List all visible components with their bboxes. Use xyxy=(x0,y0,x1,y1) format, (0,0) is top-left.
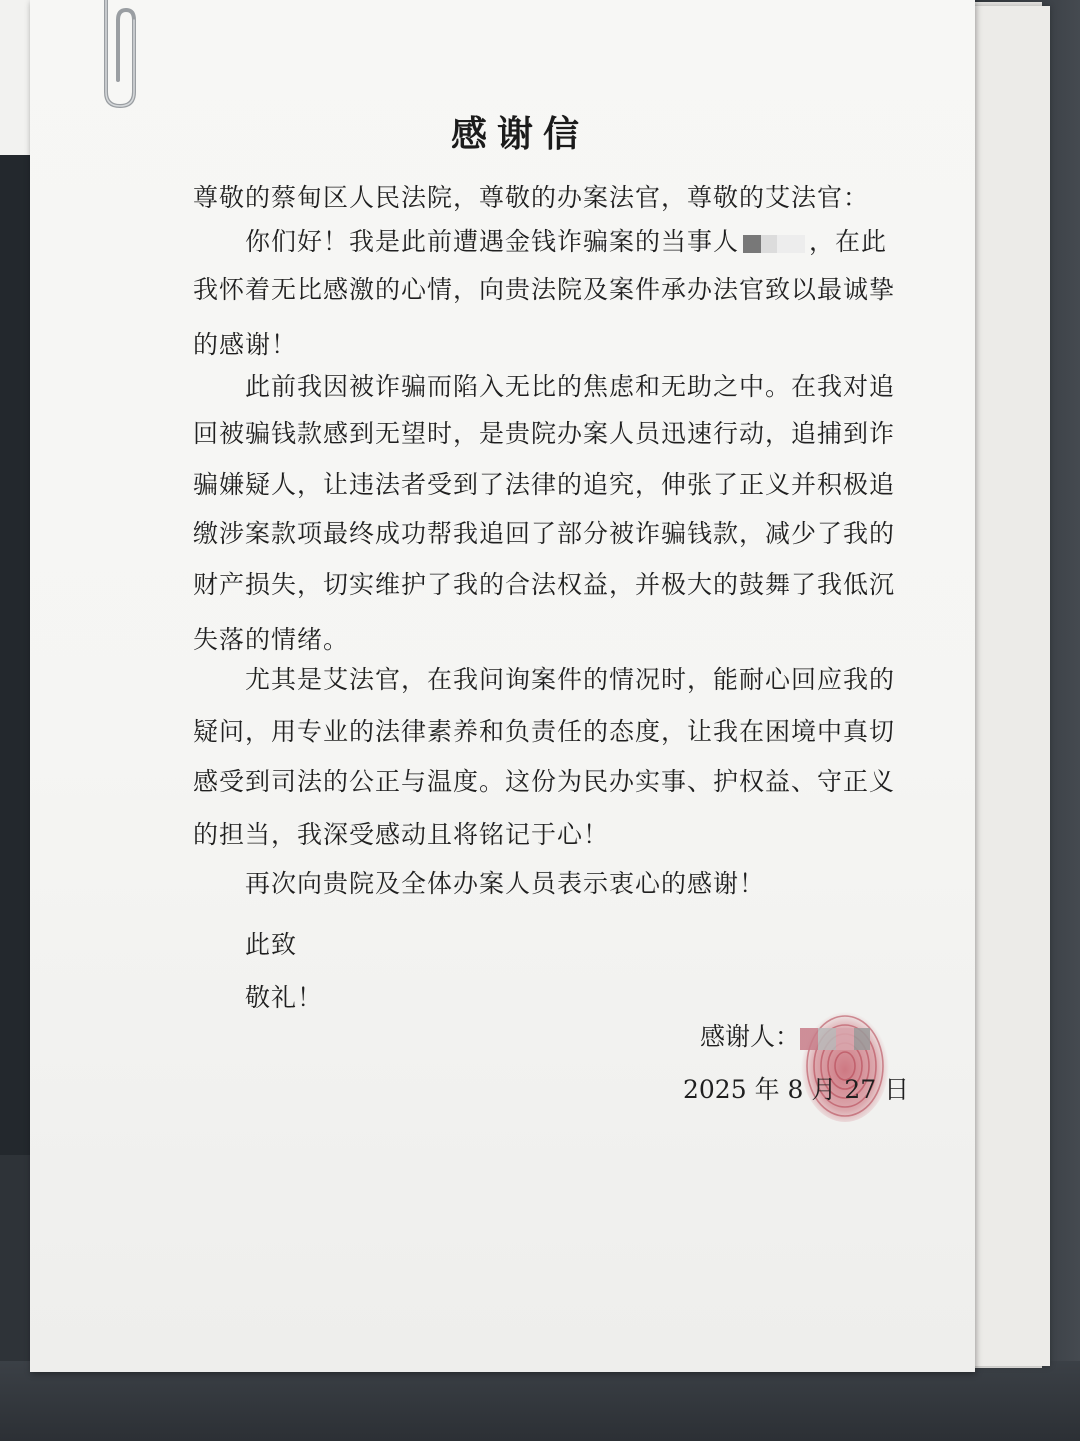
letter-date: 2025 年 8 月 27 日 xyxy=(683,1075,910,1104)
paragraph-2-line-2: 回被骗钱款感到无望时，是贵院办案人员迅速行动，追捕到诈 xyxy=(193,419,896,448)
paragraph-3-line-3: 感受到司法的公正与温度。这份为民办实事、护权益、守正义 xyxy=(193,767,896,796)
signer-line xyxy=(700,1017,870,1053)
paragraph-3-line-2: 疑问，用专业的法律素养和负责任的态度，让我在困境中真切 xyxy=(193,717,896,746)
redacted-signer-name xyxy=(800,1028,870,1050)
paragraph-3-line-4: 的担当，我深受感动且将铭记于心！ xyxy=(193,820,610,849)
paragraph-1-line-2: 我怀着无比感激的心情，向贵法院及案件承办法官致以最诚挚 xyxy=(193,275,896,304)
signer-label: 感谢人： xyxy=(700,1022,801,1051)
paragraph-1-line-1-start: 你们好！我是此前遭遇金钱诈骗案的当事人 xyxy=(245,227,740,256)
letter-title: 感谢信 xyxy=(450,113,589,155)
closing-regards: 此致 xyxy=(245,930,298,959)
paragraph-1-line-3: 的感谢！ xyxy=(193,330,298,359)
paragraph-3-line-1: 尤其是艾法官，在我问询案件的情况时，能耐心回应我的 xyxy=(245,665,896,694)
paperclip-icon xyxy=(92,0,144,112)
paragraph-1-line-1 xyxy=(245,222,887,258)
redacted-name xyxy=(743,235,805,253)
closing-salute: 敬礼！ xyxy=(245,983,324,1012)
salutation: 尊敬的蔡甸区人民法院，尊敬的办案法官，尊敬的艾法官： xyxy=(193,183,870,212)
desk-surface-bottom xyxy=(0,1361,1080,1441)
paragraph-2-line-5: 财产损失，切实维护了我的合法权益，并极大的鼓舞了我低沉 xyxy=(193,570,896,599)
paragraph-2-line-4: 缴涉案款项最终成功帮我追回了部分被诈骗钱款，减少了我的 xyxy=(193,519,896,548)
paragraph-4-line-1: 再次向贵院及全体办案人员表示衷心的感谢！ xyxy=(245,869,766,898)
paragraph-2-line-3: 骗嫌疑人，让违法者受到了法律的追究，伸张了正义并积极追 xyxy=(193,470,896,499)
paragraph-1-line-1-end: ，在此 xyxy=(809,227,888,256)
paragraph-2-line-6: 失落的情绪。 xyxy=(193,625,350,654)
paragraph-2-line-1: 此前我因被诈骗而陷入无比的焦虑和无助之中。在我对追 xyxy=(245,372,896,401)
